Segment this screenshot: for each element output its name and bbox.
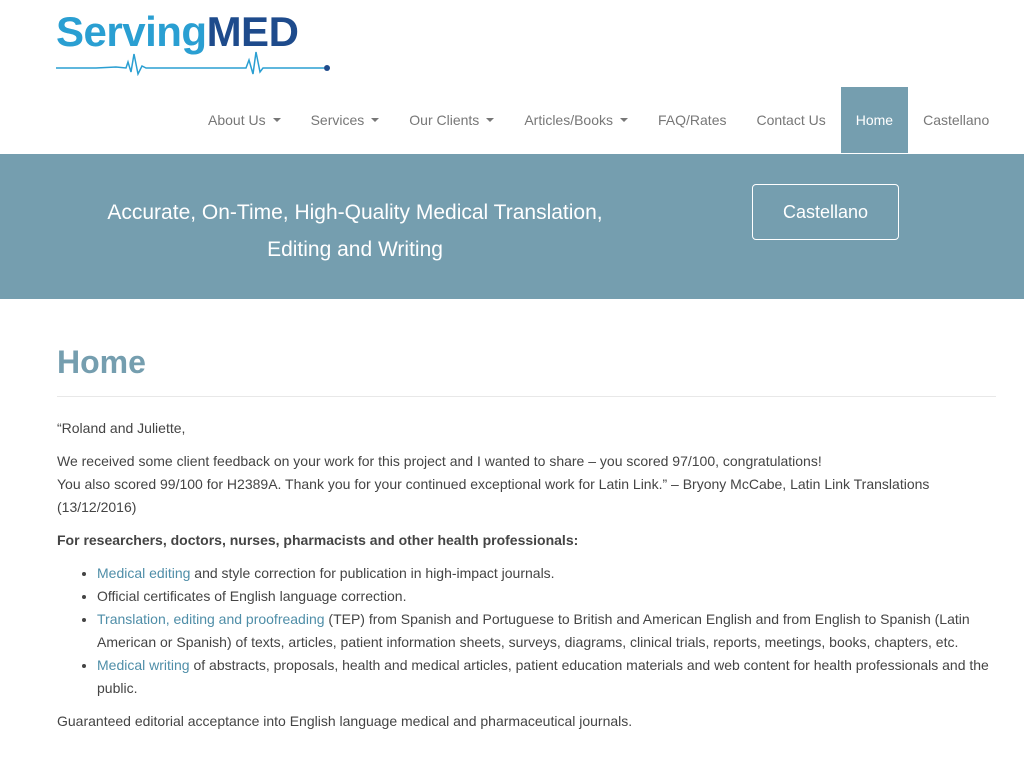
servingmed-logo[interactable]: [56, 6, 336, 76]
nav-our-clients-label: Our Clients: [409, 112, 480, 128]
caret-down-icon: [620, 118, 628, 122]
services-list: [57, 562, 996, 700]
list-item: [97, 585, 996, 608]
nav-services-label: Services: [310, 112, 365, 128]
nav-castellano[interactable]: [908, 87, 1004, 153]
nav-contact-us[interactable]: [741, 87, 840, 153]
nav-our-clients[interactable]: [394, 87, 509, 153]
caret-down-icon: [371, 118, 379, 122]
logo-text-serving: Serving: [56, 8, 207, 55]
nav-about-us[interactable]: [193, 87, 296, 153]
heartbeat-line-icon: [56, 50, 332, 76]
list-item-text: Official certificates of English language correction.: [97, 588, 407, 605]
nav-faq-rates-label: FAQ/Rates: [658, 112, 727, 128]
testimonial-body: [57, 450, 996, 519]
audience-heading: For researchers, doctors, nurses, pharmacists and other health professionals:: [57, 532, 579, 549]
nav-contact-us-label: Contact Us: [756, 112, 826, 128]
banner-tagline: [80, 194, 630, 268]
banner-tagline-line1: Accurate, On-Time, High-Quality Medical Translation,: [107, 201, 603, 224]
main-content: [57, 345, 996, 733]
hero-banner: [0, 154, 1024, 299]
list-item-text: of abstracts, proposals, health and medical articles, patient education materials and web content for health professionals and the public.: [97, 657, 989, 697]
nav-home-label: Home: [855, 112, 894, 128]
nav-about-us-label: About Us: [208, 112, 266, 128]
list-item-text: and style correction for publication in high-impact journals.: [190, 565, 555, 582]
testimonial-greeting: “Roland and Juliette,: [57, 420, 186, 437]
nav-articles-books-label: Articles/Books: [524, 112, 614, 128]
list-item: [97, 562, 996, 585]
banner-tagline-line2: Editing and Writing: [267, 238, 443, 261]
logo-text-med: MED: [206, 8, 299, 55]
testimonial-line1: We received some client feedback on your work for this project and I wanted to share – you scored 97/100, congratulations!: [57, 453, 822, 470]
closing-statement: Guaranteed editorial acceptance into English language medical and pharmaceutical journals.: [57, 713, 633, 730]
site-header: [0, 0, 1024, 155]
translation-editing-proofreading-link[interactable]: Translation, editing and proofreading: [97, 611, 325, 628]
list-item-text: (TEP) from Spanish and Portuguese to British and American English and from English to Spanish (Latin American or Spanish) of texts, articles, patient information sheets, surveys, diagrams, clinical trials, reports, meetings, books, chapters, etc.: [97, 611, 970, 651]
nav-faq-rates[interactable]: [643, 87, 741, 153]
testimonial-line2: You also scored 99/100 for H2389A. Thank you for your continued exceptional work for Latin Link.” – Bryony McCabe, Latin Link Translations (13/12/2016): [57, 476, 930, 516]
caret-down-icon: [486, 118, 494, 122]
medical-writing-link[interactable]: Medical writing: [97, 657, 190, 674]
medical-editing-link[interactable]: Medical editing: [97, 565, 191, 582]
caret-down-icon: [273, 118, 281, 122]
castellano-button[interactable]: Castellano: [752, 184, 899, 240]
nav-home[interactable]: [841, 87, 908, 153]
nav-castellano-label: Castellano: [923, 112, 990, 128]
nav-articles-books[interactable]: [509, 87, 643, 153]
list-item: [97, 608, 996, 654]
nav-services[interactable]: [296, 87, 395, 153]
list-item: [97, 654, 996, 700]
page-title: Home: [57, 345, 996, 397]
main-nav: [193, 87, 1004, 153]
